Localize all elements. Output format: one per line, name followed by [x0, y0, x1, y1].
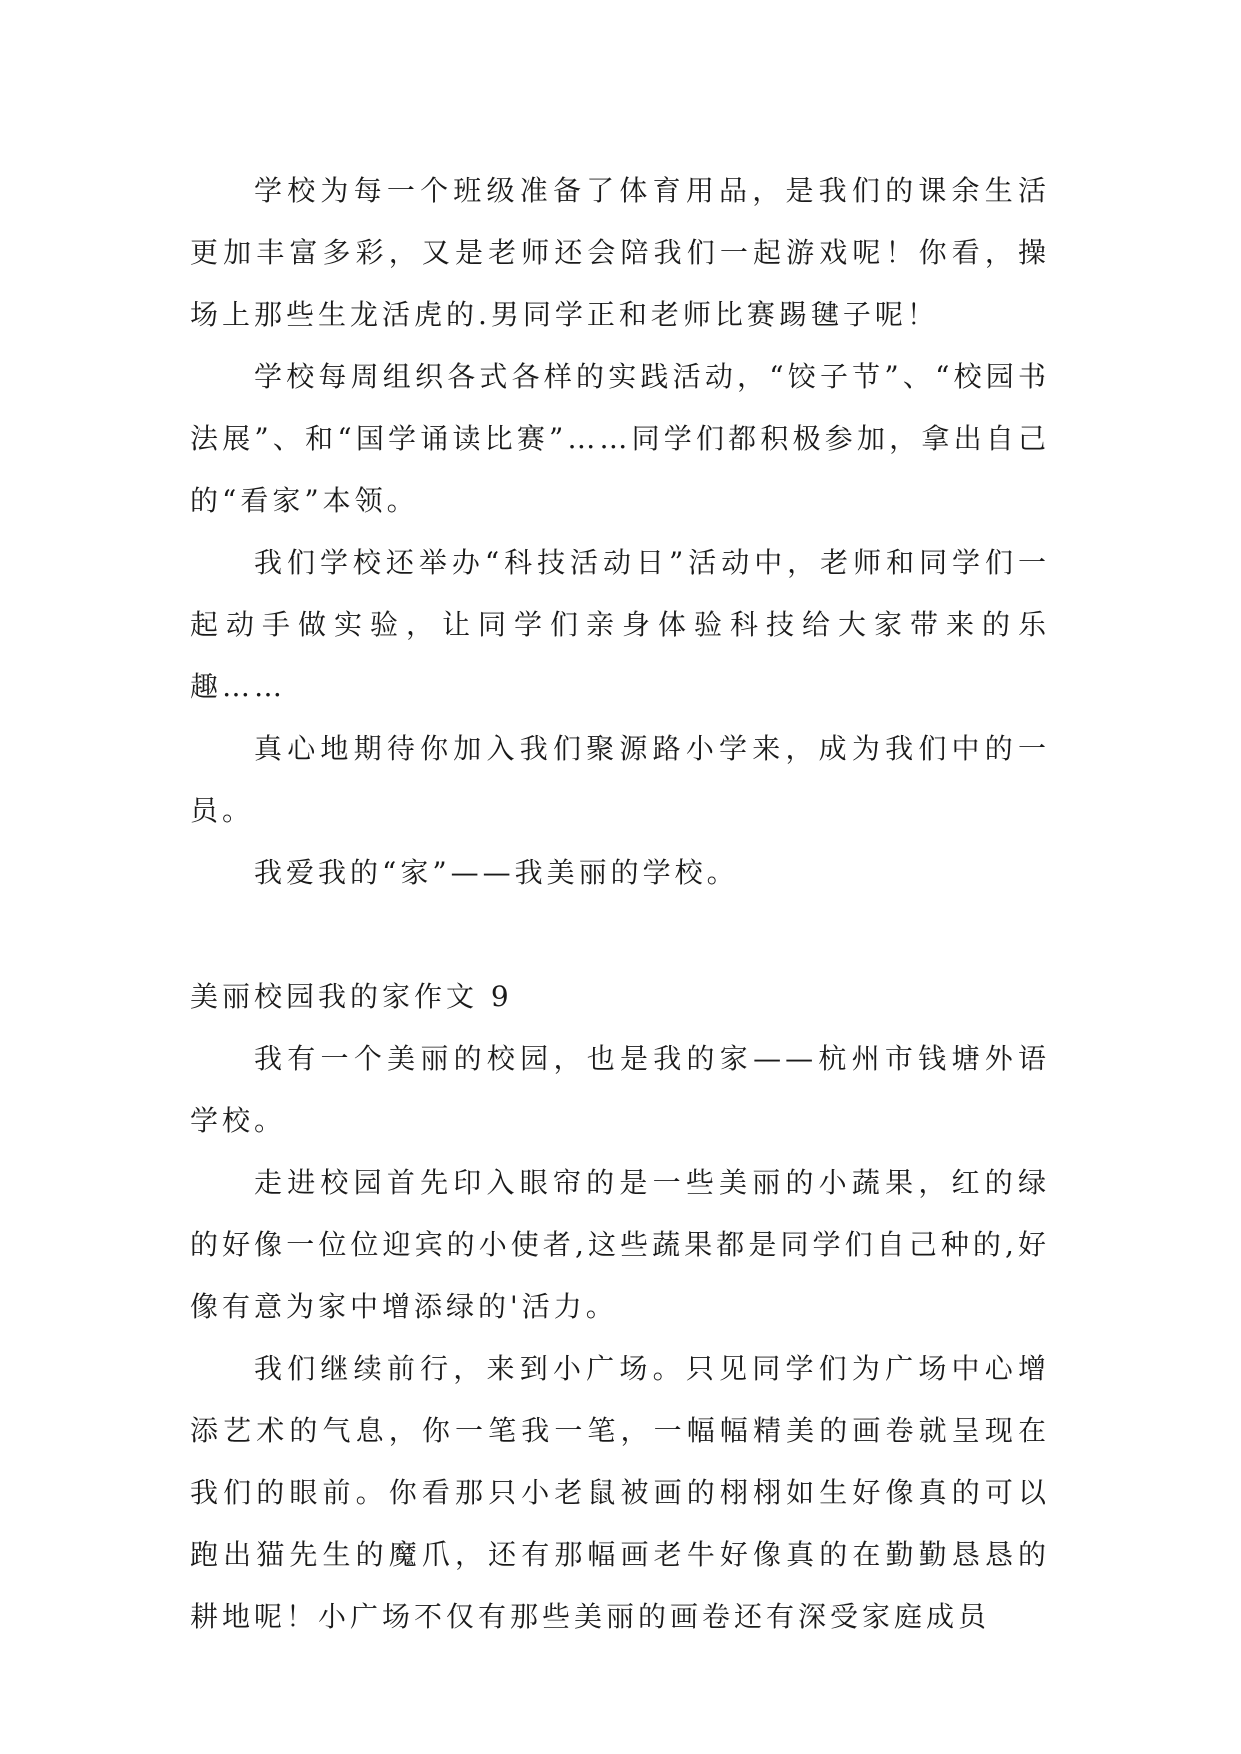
- essay-heading: 美丽校园我的家作文 9: [190, 980, 513, 1013]
- paragraph-vegetables: 走进校园首先印入眼帘的是一些美丽的小蔬果，红的绿的好像一位位迎宾的小使者,这些蔬果都是同学们自己种的,好像有意为家中增添绿的'活力。: [190, 1166, 1050, 1323]
- paragraph-science-day: 我们学校还举办“科技活动日”活动中，老师和同学们一起动手做实验，让同学们亲身体验科技给大家带来的乐趣……: [190, 546, 1050, 703]
- section-spacer: [190, 904, 1050, 966]
- paragraph-small-square: 我们继续前行，来到小广场。只见同学们为广场中心增添艺术的气息，你一笔我一笔，一幅幅精美的画卷就呈现在我们的眼前。你看那只小老鼠被画的栩栩如生好像真的可以跑出猫先生的魔爪，还有那幅画老牛好像真的在勤勤恳恳的耕地呢！小广场不仅有那些美丽的画卷还有深受家庭成员: [190, 1352, 1050, 1633]
- paragraph-love-school: 我爱我的“家”——我美丽的学校。: [254, 856, 739, 889]
- document-body: [190, 160, 1050, 1648]
- paragraph-practice-activities: 学校每周组织各式各样的实践活动，“饺子节”、“校园书法展”、和“国学诵读比赛”……同学们都积极参加，拿出自己的“看家”本领。: [190, 360, 1050, 517]
- paragraph-sports-equipment: 学校为每一个班级准备了体育用品，是我们的课余生活更加丰富多彩，又是老师还会陪我们一起游戏呢！你看，操场上那些生龙活虎的.男同学正和老师比赛踢毽子呢！: [190, 174, 1050, 331]
- paragraph-beautiful-campus: 我有一个美丽的校园，也是我的家——杭州市钱塘外语学校。: [190, 1042, 1050, 1137]
- paragraph-invitation: 真心地期待你加入我们聚源路小学来，成为我们中的一员。: [190, 732, 1050, 827]
